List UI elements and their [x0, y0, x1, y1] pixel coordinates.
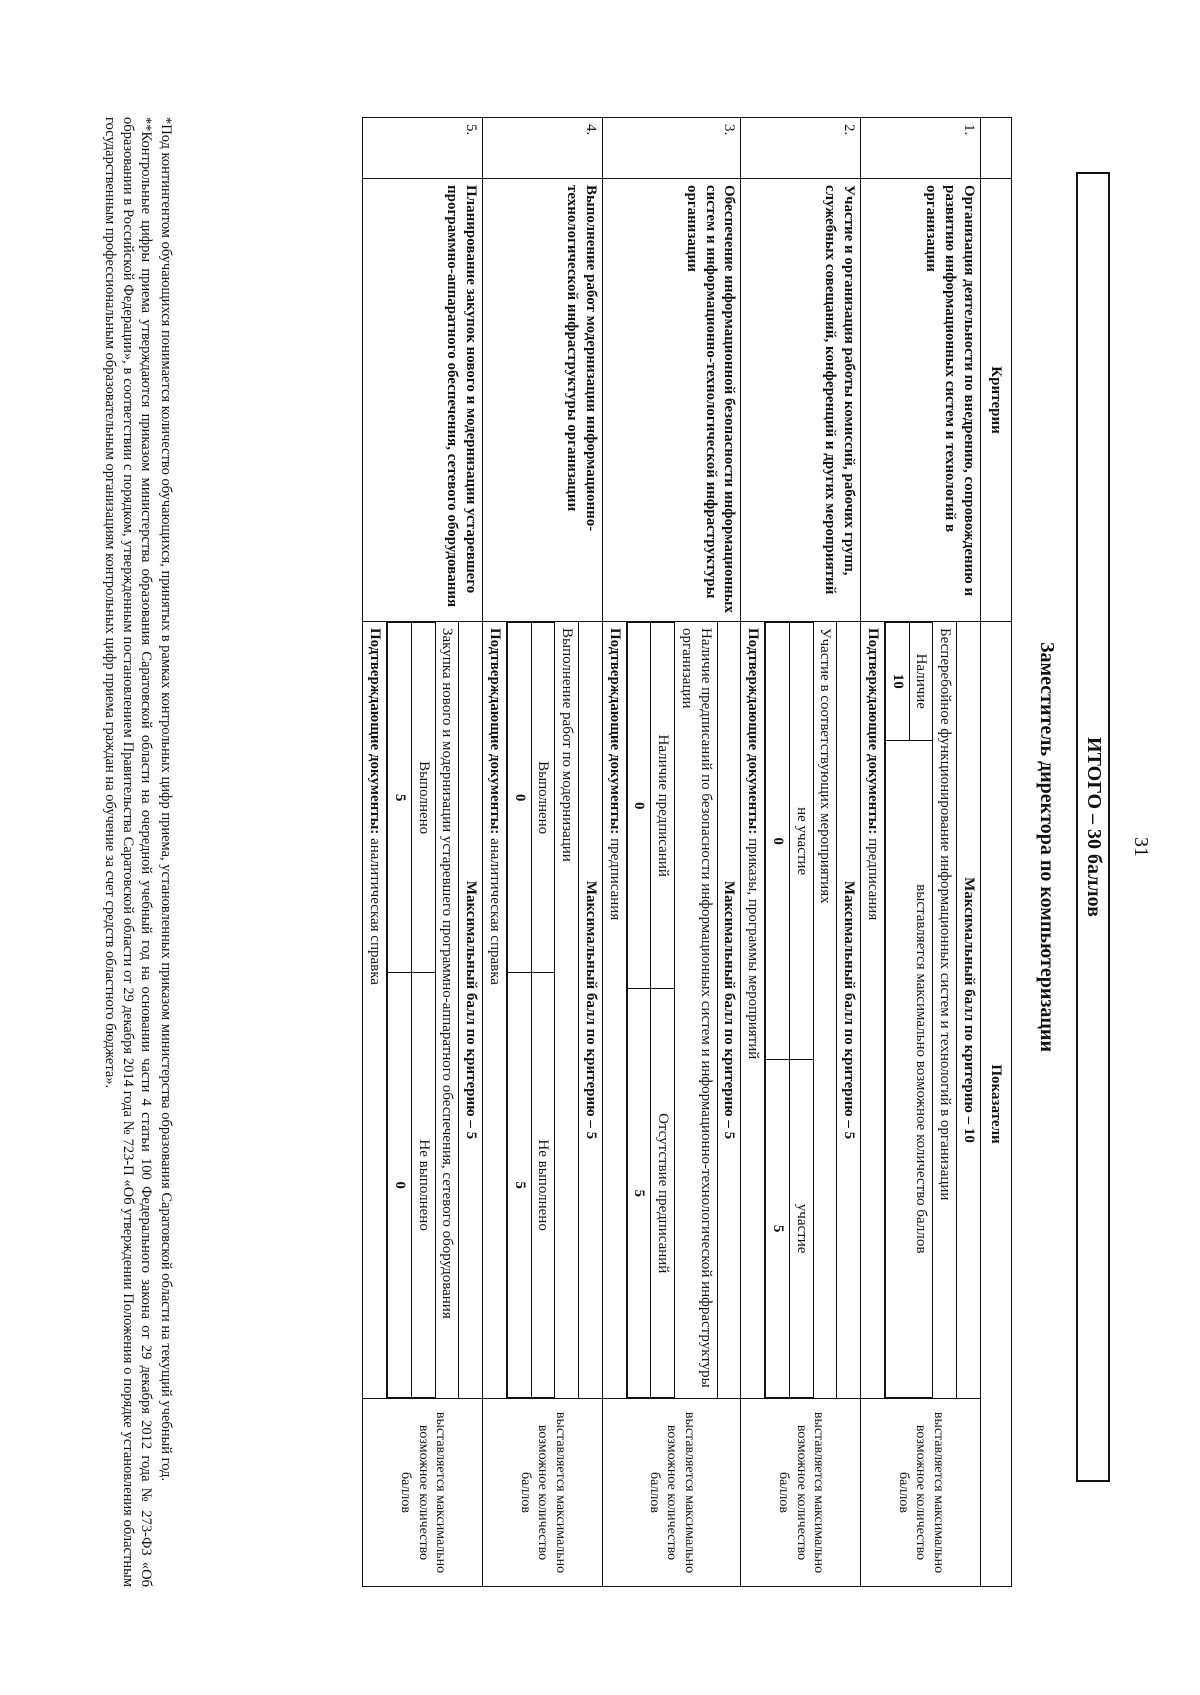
option-points: 5 — [627, 989, 651, 1398]
criterion-number: 1. — [861, 118, 981, 179]
max-score: Максимальный балл по критерию – 5 — [459, 622, 483, 1399]
options-table — [885, 622, 934, 1398]
option-label: Выполнено — [531, 623, 555, 973]
confirming-documents — [861, 622, 885, 1399]
documents-value: предписания — [606, 838, 623, 921]
options-table — [765, 622, 814, 1398]
indicator-cell — [765, 622, 837, 1399]
indicator-text: Закупка нового и модернизации устаревшего программно-аппаратного обеспечения, сетевого оборудования — [439, 628, 456, 1319]
options-label-row — [651, 623, 675, 1398]
indicator-text: Участие в соответствующих мероприятиях — [817, 628, 834, 904]
criterion-number: 4. — [483, 118, 603, 179]
documents-label: Подтверждающие документы: — [487, 628, 503, 835]
option-label: Наличие предписаний — [651, 623, 675, 989]
option-points: 0 — [766, 623, 790, 1060]
options-table — [627, 622, 676, 1398]
header-criteria: Критерии — [981, 179, 1012, 622]
documents-value: приказы, программы мероприятий — [745, 838, 762, 1060]
scoring-note: выставляется максимально возможное количество баллов — [603, 1399, 742, 1587]
max-score: Максимальный балл по критерию – 5 — [717, 622, 741, 1399]
option-points: 10 — [886, 623, 910, 741]
criterion-number: 3. — [603, 118, 742, 179]
max-score: Максимальный балл по критерию – 5 — [837, 622, 861, 1399]
max-score: Максимальный балл по критерию – 10 — [957, 622, 981, 1399]
table-header-row — [981, 118, 1012, 1587]
indicator-cell — [387, 622, 459, 1399]
header-indicators: Показатели — [981, 622, 1012, 1587]
criterion-row — [717, 118, 741, 1587]
option-side-note: выставляется максимально возможное количество баллов — [886, 740, 934, 1397]
options-points-row — [508, 623, 532, 1398]
footnotes — [99, 117, 176, 1587]
criterion-row — [459, 118, 483, 1587]
indicator-text: Бесперебойное функционирование информационных систем и технологий в организации — [937, 628, 954, 1201]
indicator-text: Наличие предписаний по безопасности информационных систем и информационно-технологической инфраструктуры организации — [679, 628, 714, 1388]
options-table — [387, 622, 436, 1398]
max-score: Максимальный балл по критерию – 5 — [579, 622, 603, 1399]
option-points: 5 — [388, 623, 412, 973]
option-label: Выполнено — [412, 623, 436, 973]
confirming-documents — [483, 622, 507, 1399]
total-score-header: ИТОГО – 30 баллов — [1076, 172, 1110, 1482]
option-label: Наличие — [909, 623, 933, 741]
criterion-text: Планирование закупок нового и модернизации устаревшего программно-аппаратного обеспечения, сетевого оборудования — [363, 179, 483, 622]
documents-label: Подтверждающие документы: — [745, 628, 762, 835]
indicator-cell — [885, 622, 957, 1399]
indicator-text: Выполнение работ по модернизации — [559, 628, 576, 862]
options-label-row — [412, 623, 436, 1398]
options-label-row — [790, 623, 814, 1398]
documents-value: предписания — [865, 838, 881, 921]
options-label-row — [531, 623, 555, 1398]
criterion-text: Обеспечение информационной безопасности информационных систем и информационно-технологической инфраструктуры организации — [603, 179, 742, 622]
footnote-1: *Под контингентом обучающихся понимается количество обучающихся, принятых в рамках контрольных цифр приема, установленных приказом министерства образования Саратовской области на текущий учебный год. — [158, 117, 174, 1482]
criterion-number: 2. — [741, 118, 861, 179]
options-points-row — [766, 623, 790, 1398]
position-title: Заместитель директора по компьютеризации — [1036, 642, 1058, 1052]
option-points: 5 — [508, 973, 532, 1398]
footnote-2: **Контрольные цифры приема утверждаются приказом министерства образования Саратовской области на очередной учебный год на основании части 4 статьи 100 Федерального закона от 29 декабря 2012 года № 273-ФЗ «Об образовании в Российской Федерации», в соответствии с порядком, утвержденным постановлением Правительства Саратовской области от 29 декабря 2014 года № 723-П «Об утверждении Положения о порядке установления областным государственным профессиональным образовательным организациям контрольных цифр приема граждан на обучение за счет средств областного бюджета». — [101, 117, 154, 1587]
options-table — [507, 622, 556, 1398]
criterion-text: Выполнение работ модернизации информационно-технологической инфраструктуры организации — [483, 179, 603, 622]
page-number: 31 — [1130, 837, 1152, 857]
options-points-row — [627, 623, 651, 1398]
confirming-documents — [603, 622, 627, 1399]
table-body — [363, 118, 981, 1587]
criterion-text: Участие и организация работы комиссий, рабочих групп, служебных совещаний, конференций и других мероприятий — [741, 179, 861, 622]
confirming-documents — [363, 622, 387, 1399]
option-points: 0 — [508, 623, 532, 973]
criterion-number: 5. — [363, 118, 483, 179]
documents-label: Подтверждающие документы: — [367, 628, 384, 835]
criterion-row — [837, 118, 861, 1587]
indicator-cell — [507, 622, 579, 1399]
rotated-document-page — [20, 17, 1180, 1677]
header-num-cell — [981, 118, 1012, 179]
confirming-documents — [741, 622, 765, 1399]
scoring-note: выставляется максимально возможное количество баллов — [861, 1399, 981, 1587]
criterion-row — [957, 118, 981, 1587]
option-points: 5 — [766, 1060, 790, 1398]
documents-label: Подтверждающие документы: — [606, 628, 623, 835]
indicator-cell — [626, 622, 717, 1399]
option-points: 0 — [627, 623, 651, 989]
options-points-row — [388, 623, 412, 1398]
option-label: не участие — [790, 623, 814, 1060]
documents-value: аналитическая справка — [367, 838, 384, 985]
documents-value: аналитическая справка — [487, 838, 503, 985]
option-label: Не выполнено — [412, 973, 436, 1398]
scoring-note: выставляется максимально возможное количество баллов — [483, 1399, 603, 1587]
option-points: 0 — [388, 973, 412, 1398]
scoring-note: выставляется максимально возможное количество баллов — [363, 1399, 483, 1587]
option-label: Не выполнено — [531, 973, 555, 1398]
documents-label: Подтверждающие документы: — [865, 628, 881, 835]
criterion-row — [579, 118, 603, 1587]
criteria-table — [363, 117, 1013, 1587]
criterion-text: Организация деятельности по внедрению, сопровождению и развитию информационных систем и технологий в организации — [861, 179, 981, 622]
option-label: участие — [790, 1060, 814, 1398]
option-label: Отсутствие предписаний — [651, 989, 675, 1398]
scoring-note: выставляется максимально возможное количество баллов — [741, 1399, 861, 1587]
options-label-row — [909, 623, 933, 1398]
